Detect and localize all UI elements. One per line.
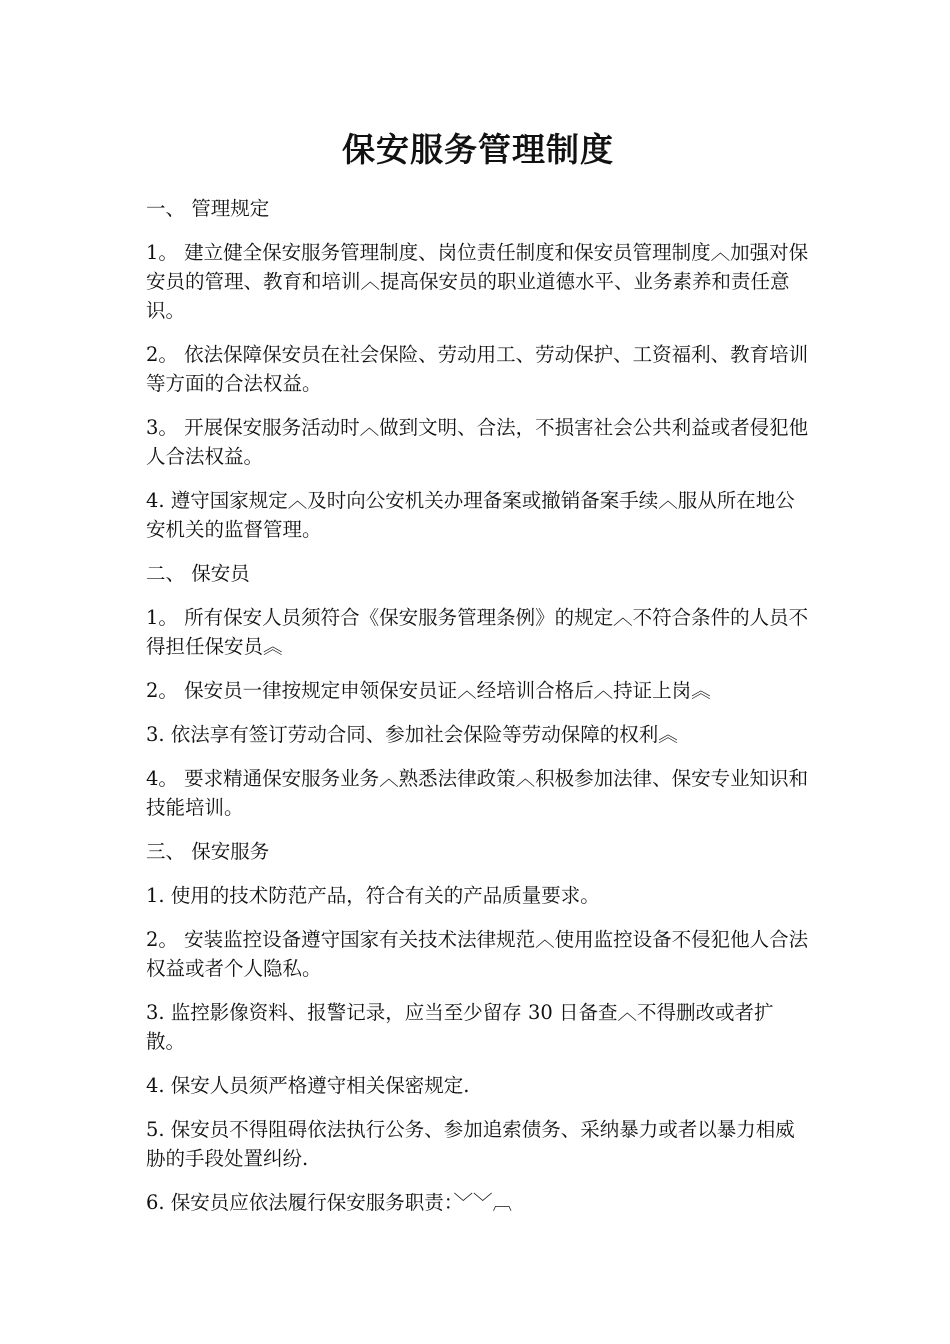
section-3-item-1: 1. 使用的技术防范产品，符合有关的产品质量要求。: [146, 884, 600, 907]
document-title: 保安服务管理制度: [342, 130, 614, 169]
section-1-item-3: 3。 开展保安服务活动时︿做到文明、合法，不损害社会公共利益或者侵犯他人合法权益。: [146, 416, 809, 468]
section-2-item-1: 1。 所有保安人员须符合《保安服务管理条例》的规定︿不符合条件的人员不得担任保安员︽: [146, 606, 809, 658]
section-2-item-3: 3. 依法享有签订劳动合同、参加社会保险等劳动保障的权利︽: [146, 723, 678, 746]
section-3-item-5: 5. 保安员不得阻碍依法执行公务、参加追索债务、采纳暴力或者以暴力相威胁的手段处置纠纷.: [146, 1118, 795, 1170]
section-heading-1: 一、 管理规定: [146, 197, 270, 220]
section-3-item-4: 4. 保安人员须严格遵守相关保密规定.: [146, 1074, 470, 1097]
section-heading-3: 三、 保安服务: [146, 840, 270, 863]
section-1-item-4: 4. 遵守国家规定︿及时向公安机关办理备案或撤销备案手续︿服从所在地公安机关的监督管理。: [146, 489, 795, 541]
section-2-item-2: 2。 保安员一律按规定申领保安员证︿经培训合格后︿持证上岗︽: [146, 679, 711, 702]
section-3-item-3: 3. 监控影像资料、报警记录，应当至少留存 30 日备查︿不得删改或者扩散。: [146, 1001, 774, 1053]
section-1-item-1: 1。 建立健全保安服务管理制度、岗位责任制度和保安员管理制度︿加强对保安员的管理、教育和培训︿提高保安员的职业道德水平、业务素养和责任意识。: [146, 241, 809, 322]
section-1-item-2: 2。 依法保障保安员在社会保险、劳动用工、劳动保护、工资福利、教育培训等方面的合法权益。: [146, 343, 809, 395]
section-3-item-2: 2。 安装监控设备遵守国家有关技术法律规范︿使用监控设备不侵犯他人合法权益或者个人隐私。: [146, 928, 809, 980]
section-heading-2: 二、 保安员: [146, 562, 250, 585]
section-2-item-4: 4。 要求精通保安服务业务︿熟悉法律政策︿积极参加法律、保安专业知识和技能培训。: [146, 767, 809, 819]
section-3-item-6: 6. 保安员应依法履行保安服务职责：﹀﹀︹: [146, 1191, 513, 1214]
